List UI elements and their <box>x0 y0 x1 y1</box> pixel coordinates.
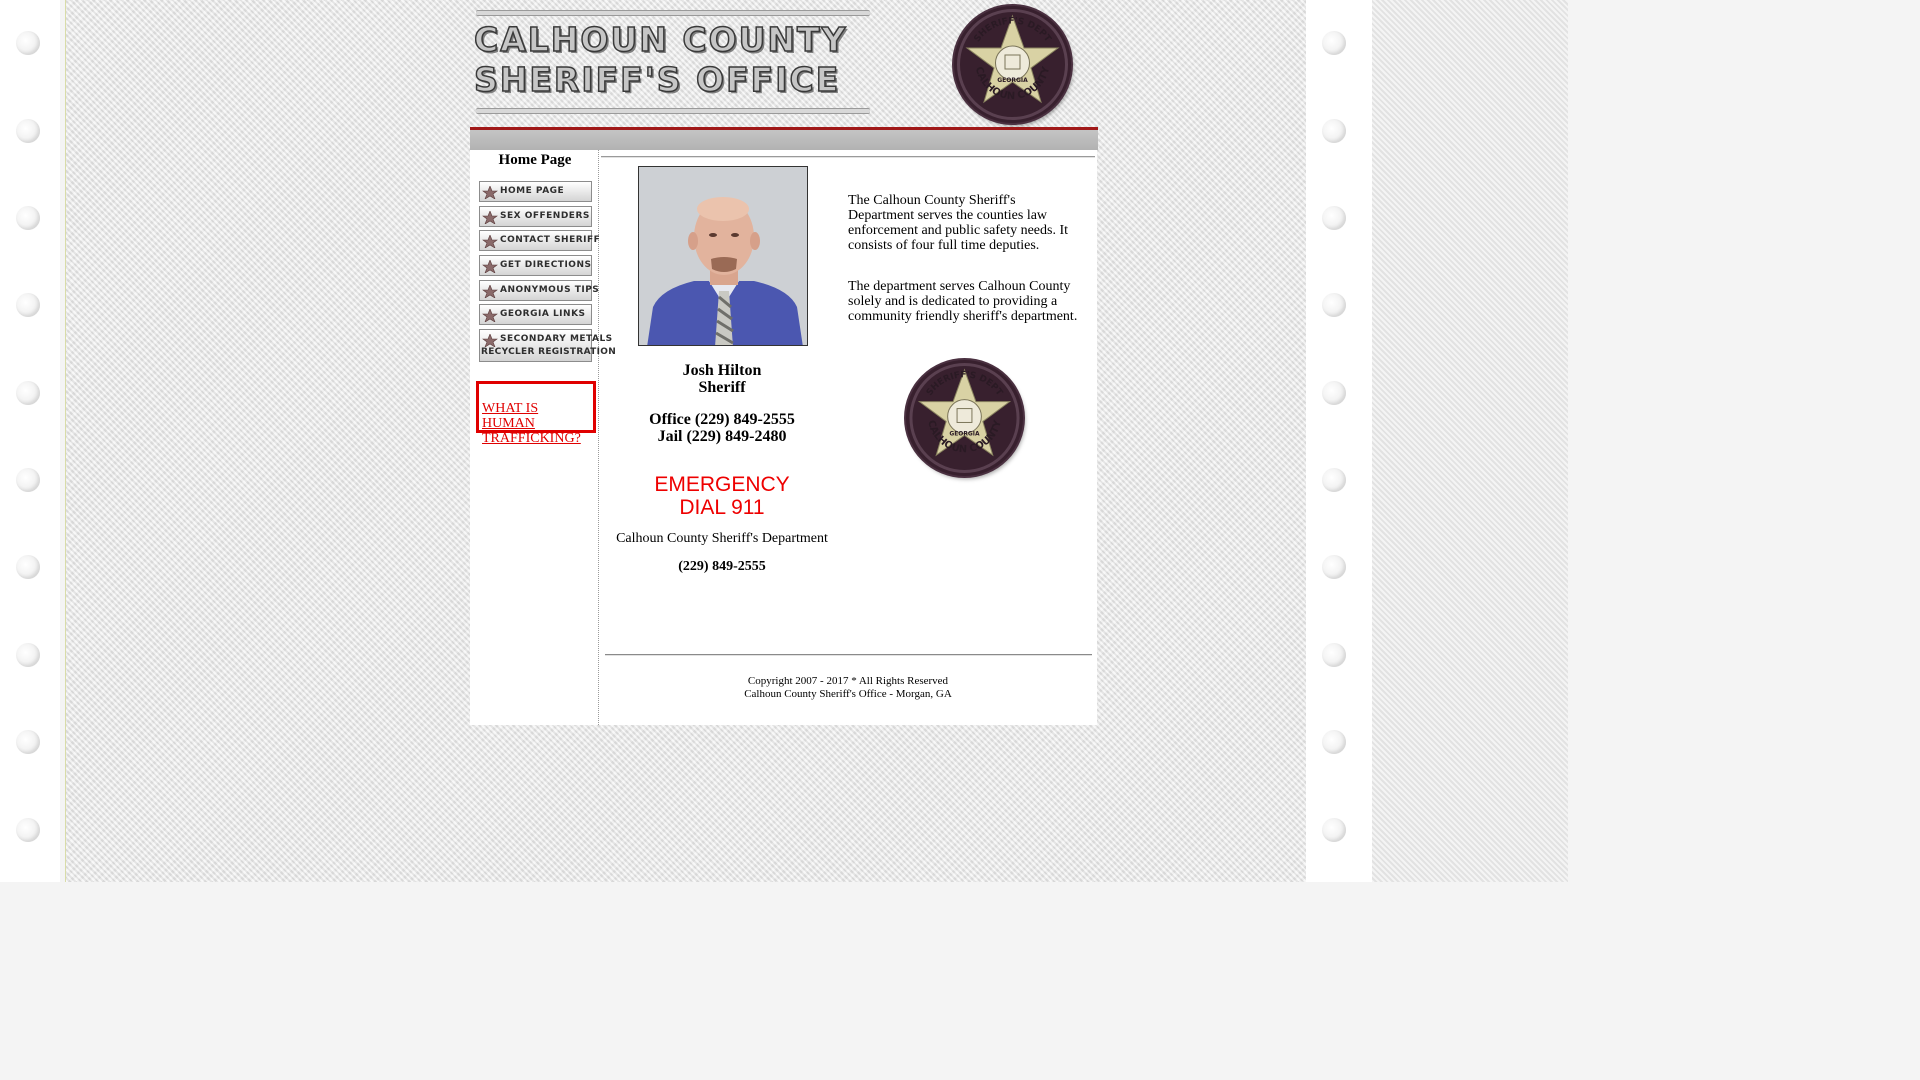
decorative-circle <box>16 381 40 405</box>
trafficking-box <box>476 381 596 446</box>
site-title-line1: CALHOUN COUNTY <box>474 20 848 59</box>
badge-state-text: GEORGIA <box>949 430 980 438</box>
sheriff-photo <box>638 166 808 346</box>
star-badge-icon <box>482 334 498 347</box>
badge-bottom-text: CALHOUN COUNTY <box>972 65 1053 103</box>
department-phone: (229) 849-2555 <box>678 559 766 574</box>
star-badge-icon <box>482 211 498 224</box>
decorative-circle <box>16 643 40 667</box>
nav-get-directions-button[interactable] <box>479 255 592 276</box>
copyright-text: Copyright 2007 - 2017 * All Rights Reserved <box>747 675 949 687</box>
star-badge-icon <box>482 186 498 199</box>
emergency-line2: DIAL 911 <box>679 496 765 519</box>
decorative-circle <box>1322 555 1346 579</box>
sidebar <box>470 150 617 725</box>
title-rule-top <box>476 10 870 16</box>
decorative-circle <box>16 293 40 317</box>
star-badge-icon <box>482 260 498 273</box>
nav-contact-sheriff-button[interactable] <box>479 230 601 251</box>
decorative-circle <box>16 31 40 55</box>
badge-state-text: GEORGIA <box>997 77 1028 84</box>
nav-label: GET DIRECTIONS <box>500 260 592 270</box>
decorative-circle <box>16 555 40 579</box>
sheriff-title: Sheriff <box>698 379 746 396</box>
nav-secondary-metals-button[interactable] <box>479 329 617 362</box>
decorative-circle <box>16 119 40 143</box>
star-badge-icon <box>482 285 498 298</box>
office-phone: Office (229) 849-2555 <box>649 411 795 428</box>
decorative-circle <box>16 206 40 230</box>
decorative-circle <box>1322 206 1346 230</box>
decorative-circle <box>16 468 40 492</box>
star-badge-icon <box>482 309 498 322</box>
decorative-circle <box>1322 381 1346 405</box>
human-trafficking-link[interactable]: WHAT IS HUMAN TRAFFICKING? <box>482 401 581 446</box>
star-badge-icon <box>482 235 498 248</box>
nav-label: HOME PAGE <box>500 186 565 196</box>
jail-phone: Jail (229) 849-2480 <box>657 428 787 445</box>
nav-label: SECONDARY METALS <box>500 334 613 344</box>
decorative-circle <box>16 730 40 754</box>
emergency-line1: EMERGENCY <box>654 473 790 496</box>
sheriff-badge-icon <box>954 6 1071 123</box>
nav-label: ANONYMOUS TIPS <box>500 285 600 295</box>
content-top-rule <box>601 156 1095 158</box>
footer-address: Calhoun County Sheriff's Office - Morgan, GA <box>744 688 952 700</box>
decorative-circle <box>1322 31 1346 55</box>
nav-label: SEX OFFENDERS <box>500 211 590 221</box>
decorative-circle <box>1322 119 1346 143</box>
badge-bottom-text: CALHOUN COUNTY <box>925 419 1004 456</box>
sheriff-name: Josh Hilton <box>682 362 762 379</box>
nav-anonymous-tips-button[interactable] <box>479 280 600 301</box>
header-bar <box>470 127 1098 150</box>
decorative-circle <box>1322 468 1346 492</box>
content-panel <box>470 150 1097 725</box>
decorative-circle <box>16 818 40 842</box>
decorative-circle <box>1322 643 1346 667</box>
department-name: Calhoun County Sheriff's Department <box>616 531 828 546</box>
decorative-circle <box>1322 293 1346 317</box>
badge-top-text: SHERIFF'S DEPT <box>924 370 1005 398</box>
nav-label: CONTACT SHERIFF <box>500 235 601 245</box>
about-paragraph-2: The department serves Calhoun County solely and is dedicated to providing a community friendly sheriff's department. <box>848 279 1078 324</box>
title-rule-bottom <box>476 108 870 114</box>
nav-georgia-links-button[interactable] <box>479 304 592 325</box>
decorative-circle <box>1322 730 1346 754</box>
decorative-circle <box>1322 818 1346 842</box>
content-bottom-rule <box>605 654 1092 656</box>
nav-label: GEORGIA LINKS <box>500 309 586 319</box>
sheriff-badge-icon <box>906 360 1023 476</box>
far-right-texture <box>1372 0 1568 882</box>
nav-home-page-button[interactable] <box>479 181 592 202</box>
sidebar-title: Home Page <box>498 152 572 168</box>
site-title-line2: SHERIFF'S OFFICE <box>474 60 841 99</box>
nav-label-line2: RECYCLER REGISTRATION <box>481 347 617 357</box>
about-paragraph-1: The Calhoun County Sheriff's Department serves the counties law enforcement and public safety needs. It consists of four full time deputies. <box>848 193 1069 253</box>
nav-sex-offenders-button[interactable] <box>479 206 592 227</box>
badge-top-text: SHERIFF'S DEPT <box>972 16 1053 45</box>
